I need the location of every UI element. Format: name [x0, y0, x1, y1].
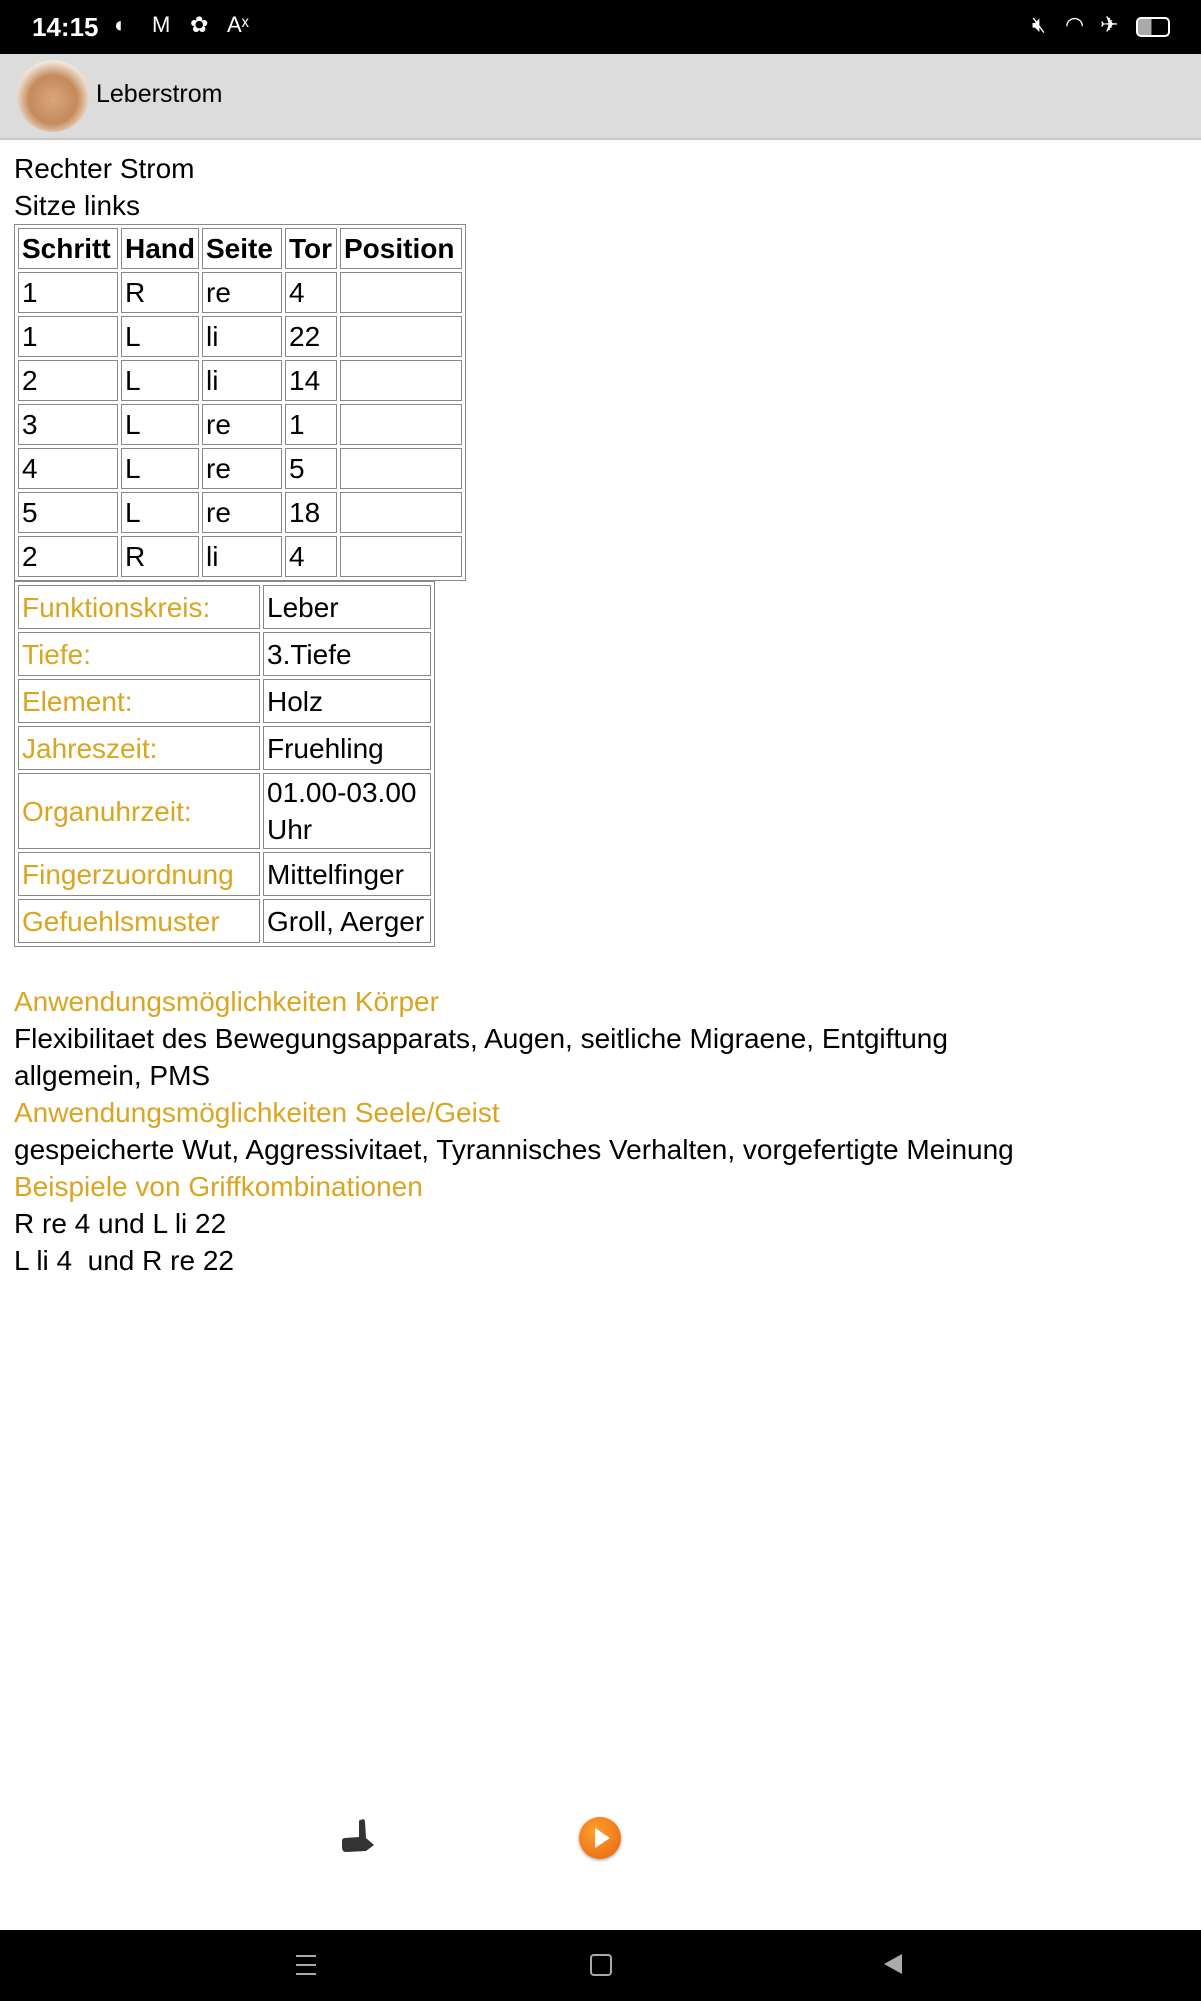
menu-nav-button[interactable]: [296, 1955, 316, 1975]
table-row: [18, 536, 462, 577]
header-cell: Position: [340, 228, 462, 269]
header-cell: Schritt: [18, 228, 118, 269]
sitting-side: Sitze links: [14, 190, 141, 221]
steps-table: [14, 224, 466, 581]
info-row: [18, 632, 431, 676]
table-cell: [340, 448, 462, 489]
battery-charging-icon: [1136, 17, 1170, 37]
table-cell: 1: [18, 316, 118, 357]
app-logo: [17, 60, 89, 132]
table-cell: re: [202, 492, 282, 533]
body-heading: Anwendungsmöglichkeiten Körper: [14, 986, 439, 1017]
table-cell: 18: [285, 492, 337, 533]
info-key: Gefuehlsmuster: [18, 899, 260, 943]
table-cell: 3: [18, 404, 118, 445]
info-value: Holz: [263, 679, 431, 723]
table-cell: [340, 404, 462, 445]
table-cell: re: [202, 272, 282, 313]
table-cell: [340, 536, 462, 577]
header-cell: Seite: [202, 228, 282, 269]
info-key: Tiefe:: [18, 632, 260, 676]
notification-app-icon: ◐: [114, 12, 128, 37]
table-cell: re: [202, 404, 282, 445]
table-row: [18, 448, 462, 489]
info-value: Mittelfinger: [263, 852, 431, 896]
wifi-icon: ◠: [1065, 12, 1085, 37]
table-cell: 14: [285, 360, 337, 401]
table-cell: L: [121, 492, 199, 533]
header-cell: Tor: [285, 228, 337, 269]
info-value: Leber: [263, 585, 431, 629]
info-key: Organuhrzeit:: [18, 773, 260, 849]
table-cell: li: [202, 360, 282, 401]
soul-heading: Anwendungsmöglichkeiten Seele/Geist: [14, 1097, 500, 1128]
info-key: Element:: [18, 679, 260, 723]
header-cell: Hand: [121, 228, 199, 269]
table-cell: 4: [285, 536, 337, 577]
info-key: Fingerzuordnung: [18, 852, 260, 896]
table-row: [18, 316, 462, 357]
table-cell: 2: [18, 360, 118, 401]
table-cell: L: [121, 404, 199, 445]
info-table: [14, 581, 435, 947]
table-cell: [340, 360, 462, 401]
table-row: [18, 492, 462, 533]
table-cell: L: [121, 360, 199, 401]
table-cell: 4: [18, 448, 118, 489]
hand-pointer-button[interactable]: [334, 1815, 382, 1868]
table-row: [18, 272, 462, 313]
table-cell: [340, 272, 462, 313]
table-cell: R: [121, 536, 199, 577]
example-item: R re 4 und L li 22: [14, 1208, 227, 1239]
gmail-icon: M: [152, 12, 171, 37]
info-value: 01.00-03.00 Uhr: [263, 773, 431, 849]
airplane-icon: ✈: [1100, 12, 1119, 37]
table-cell: li: [202, 536, 282, 577]
status-bar: [0, 0, 1201, 54]
table-row: [18, 404, 462, 445]
translate-icon: Aˣ: [227, 12, 249, 37]
info-row: [18, 585, 431, 629]
table-header-row: [18, 228, 462, 269]
table-cell: 22: [285, 316, 337, 357]
example-item: L li 4 und R re 22: [14, 1245, 234, 1276]
navigation-bar: [0, 1930, 1201, 2001]
info-row: [18, 899, 431, 943]
bottom-toolbar: [0, 1760, 1201, 1930]
table-cell: L: [121, 448, 199, 489]
table-cell: [340, 316, 462, 357]
info-row: [18, 852, 431, 896]
info-value: 3.Tiefe: [263, 632, 431, 676]
examples-heading: Beispiele von Griffkombinationen: [14, 1171, 423, 1202]
stream-title: Rechter Strom: [14, 153, 195, 184]
info-value: Fruehling: [263, 726, 431, 770]
table-cell: R: [121, 272, 199, 313]
table-cell: 1: [18, 272, 118, 313]
table-cell: L: [121, 316, 199, 357]
app-title: Leberstrom: [96, 80, 223, 108]
mute-icon: 🔇︎: [1032, 12, 1046, 37]
pinwheel-icon: ✿: [190, 12, 209, 37]
content: [14, 150, 1189, 1279]
table-cell: 4: [285, 272, 337, 313]
table-cell: 5: [18, 492, 118, 533]
table-row: [18, 360, 462, 401]
hand-pointer-icon: [334, 1815, 382, 1863]
play-button[interactable]: [579, 1817, 621, 1859]
status-time: 14:15: [32, 12, 99, 42]
info-row: [18, 726, 431, 770]
app-bar: [0, 54, 1201, 140]
info-value: Groll, Aerger: [263, 899, 431, 943]
table-cell: [340, 492, 462, 533]
body-text: Flexibilitaet des Bewegungsapparats, Augen, seitliche Migraene, Entgiftung allgemein, PMS: [14, 1023, 948, 1091]
table-cell: 2: [18, 536, 118, 577]
info-key: Funktionskreis:: [18, 585, 260, 629]
soul-text: gespeicherte Wut, Aggressivitaet, Tyrannisches Verhalten, vorgefertigte Meinung: [14, 1134, 1014, 1165]
table-cell: li: [202, 316, 282, 357]
home-nav-button[interactable]: [590, 1954, 612, 1976]
table-cell: 5: [285, 448, 337, 489]
table-cell: re: [202, 448, 282, 489]
table-cell: 1: [285, 404, 337, 445]
back-nav-button[interactable]: [884, 1954, 902, 1974]
info-row: [18, 773, 431, 849]
info-row: [18, 679, 431, 723]
info-key: Jahreszeit:: [18, 726, 260, 770]
